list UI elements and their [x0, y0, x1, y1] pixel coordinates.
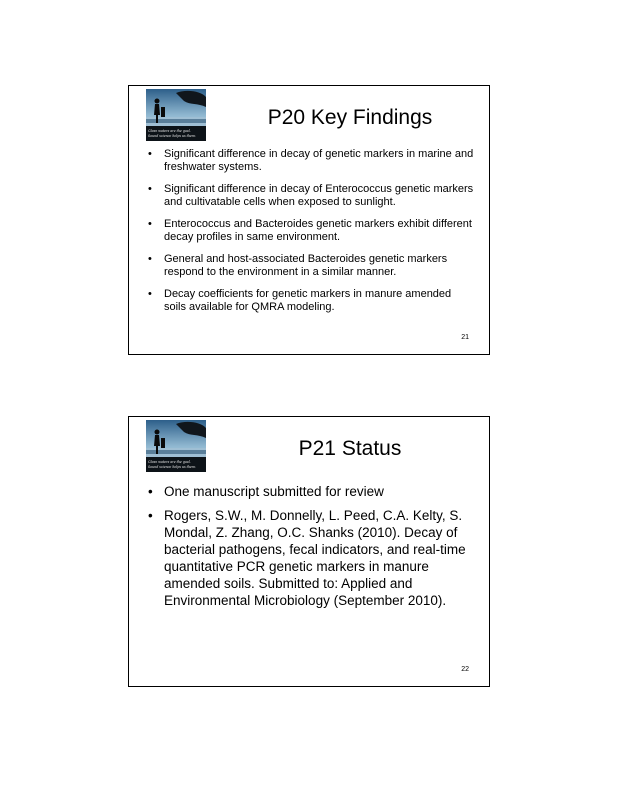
slide-number: 21 [461, 334, 469, 341]
logo-tagline-line2: Sound science helps us there. [148, 134, 197, 138]
bullet-text: Significant difference in decay of genetic markers in marine and freshwater systems. [164, 148, 474, 173]
bullet-icon: • [148, 218, 152, 230]
bullet-item [148, 483, 475, 500]
bullet-text: Significant difference in decay of Enterococcus genetic markers and cultivatable cells when exposed to sunlight. [164, 183, 474, 208]
slide-title: P21 Status [298, 437, 402, 460]
logo-tagline-line2: Sound science helps us there. [148, 465, 197, 469]
bullet-icon: • [148, 148, 152, 160]
bullet-item [148, 148, 475, 174]
slide-21 [128, 85, 490, 355]
lake-silhouette-logo-image [146, 89, 206, 141]
bullet-item [148, 507, 475, 609]
bullet-text: Decay coefficients for genetic markers in manure amended soils available for QMRA modeling. [164, 288, 452, 313]
bullet-text: Enterococcus and Bacteroides genetic markers exhibit different decay profiles in same environment. [164, 218, 472, 243]
bullet-icon: • [148, 183, 152, 195]
bullet-item [148, 183, 475, 209]
lake-silhouette-logo-image [146, 420, 206, 472]
bullet-icon: • [148, 508, 153, 523]
logo-tagline-line1: Clean waters are the goal. [148, 129, 191, 133]
slide-number: 22 [461, 666, 469, 673]
slide-title: P20 Key Findings [267, 106, 433, 129]
bullet-text: Rogers, S.W., M. Donnelly, L. Peed, C.A. Kelty, S. Mondal, Z. Zhang, O.C. Shanks (2010). Decay of bacterial pathogens, fecal indicators, and real-time quantitative PCR genetic markers in manure amended soils. Submitted to: Applied and Environmental Microbiology (September 2010). [164, 508, 466, 608]
logo-tagline-line1: Clean waters are the goal. [148, 460, 191, 464]
bullet-list [148, 148, 475, 323]
bullet-icon: • [148, 484, 153, 499]
bullet-text: One manuscript submitted for review [164, 484, 384, 499]
bullet-list [148, 483, 475, 616]
slide-22 [128, 416, 490, 687]
bullet-text: General and host-associated Bacteroides genetic markers respond to the environment in a similar manner. [164, 253, 448, 278]
bullet-item [148, 253, 475, 279]
bullet-item [148, 288, 475, 314]
bullet-icon: • [148, 253, 152, 265]
bullet-icon: • [148, 288, 152, 300]
bullet-item [148, 218, 475, 244]
